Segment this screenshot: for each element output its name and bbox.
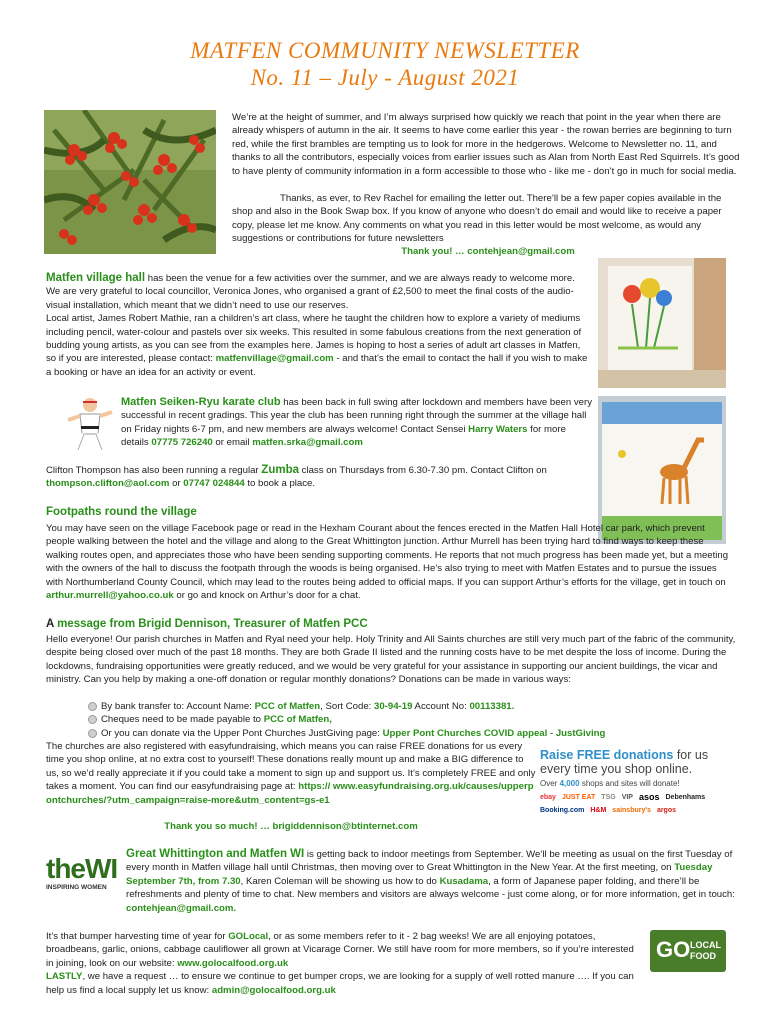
children-art-photo-flowers <box>598 258 726 388</box>
wi-date: Tuesday September 7th, from 7.30 <box>126 862 713 887</box>
pcc-heading: A message from Brigid Dennison, Treasurer of Matfen PCC <box>46 618 368 630</box>
footpaths-text: You may have seen on the village Facebook page or read in the Hexham Courant about the fences erected in the Matfen Hall Hotel car park, which prevent people walking between the hotel and the village and along to the Great Whittington junction. Arthur Murrell has been trying hard to find ways to keep these walking routes open, and appreciates those who have been sending supporting comments. He reports that not much progress has been made yet, but a meeting with the owners of the hall to discuss the footpath through the woods is being organised. He’s also trying to meet with Matfen Estates and to pursue the issues with Northumberland County Council, which may lead to the routes being added to official maps. If you can support Arthur’s efforts for the village, get in touch on arthur.murrell@yahoo.co.uk or go and knock on Arthur’s door for a chat. <box>46 523 729 602</box>
pcc-intro-text: Hello everyone! Our parish churches in Matfen and Ryal need your help. Holy Trinity and All Saints churches are still very much part of the fabric of the community, despite being closed over much of the past 18 months. They are both Grade II listed and the running costs have to be met despite the loss of income. During the lockdowns, fundraising opportunities were greatly reduced, and we would be very grateful for your assistance in supporting our ancient buildings, the vicar and ministry. Can you help by making a one-off donation or regular monthly donations? Donations can be made in various ways: <box>46 634 736 686</box>
donation-bank-transfer: By bank transfer to: Account Name: PCC of Matfen, Sort Code: 30-94-19 Account No: 00113381. <box>88 700 728 713</box>
zumba-email-link[interactable]: thompson.clifton@aol.com <box>46 478 170 490</box>
easyfundraising-link[interactable]: https:// www.easyfundraising.org.uk/causes/upperpontchurches/?utm_campaign=raise-more&utm_content=gs-e1 <box>46 781 534 806</box>
easyfundraising-advert: Raise FREE donations for us every time you shop online. Over 4,000 shops and sites will donate! ebay JUST EAT TSG VIP asos Debenhams Booking.com H&M sainsbury's argos <box>540 748 736 824</box>
pcc-thanks: Thank you so much! … brigiddennison@btinternet.com <box>164 821 418 832</box>
wi-email-link[interactable]: contehjean@gmail.com. <box>126 902 237 914</box>
zumba-section: Clifton Thompson has also been running a regular Zumba class on Thursdays from 6.30-7.30 pm. Contact Clifton on thompson.clifton@aol.com or 07747 024844 to book a place. <box>46 464 547 490</box>
zumba-word: Zumba <box>261 464 299 476</box>
village-hall-heading: Matfen village hall <box>46 272 146 284</box>
wi-section: Great Whittington and Matfen WI is getting back to indoor meetings from September. We’ll be meeting as usual on the first Tuesday of every month in Matfen village hall until Christmas, then moving over to Great Whittington in the New Year. At the first meeting, on Tuesday September 7th, from 7.30, Karen Coleman will be showing us how to do Kusadama, a form of Japanese paper folding, and there’ll be refreshments and plenty of time to chat. New members and visitors are always welcome - just come along, or for more information, get in touch: contehjean@gmail.com. <box>126 848 735 914</box>
justgiving-link[interactable]: Upper Pont Churches COVID appeal - JustGiving <box>382 727 606 739</box>
karate-heading: Matfen Seiken-Ryu karate club <box>121 396 281 408</box>
golocal-logo: GO LOCAL FOOD <box>650 930 726 972</box>
village-hall-email-link[interactable]: matfenvillage@gmail.com <box>215 353 334 365</box>
newsletter-issue: No. 11 – July - August 2021 <box>250 65 520 90</box>
karate-phone: 07775 726240 <box>151 437 213 449</box>
intro-paragraph: We’re at the height of summer, and I’m always surprised how quickly we reach that point in the year when there are already whispers of autumn in the air. It seems to have come earlier this year - the rowan berries are beginning to turn red, while the first brambles are tempting us to look for more in the hedgerows. Welcome to Newsletter no. 11, and thanks to all the contributors, especially voices from earlier issues such as Alan from North East Red Squirrels. It’s good to have plenty of community information in a form accessible to those who - like me - don’t go in much for social media. <box>232 112 740 177</box>
footpaths-heading: Footpaths round the village <box>46 506 197 518</box>
intro-thanks: Thank you! … contehjean@gmail.com <box>401 246 575 257</box>
zumba-phone: 07747 024844 <box>183 478 245 490</box>
karate-figure-image <box>66 396 114 452</box>
golocal-section: It’s that bumper harvesting time of year for GOLocal, or as some members refer to it - 2 bag weeks! We are all enjoying potatoes, broadbeans, garlic, onions, cabbage cauliflower all grown at Vicarage Corner. We still have room for more members, so if you’re interested in joining, look on our website: www.golocalfood.org.uk LASTLY, we have a request … to ensure we continue to get bumper crops, we are looking for a supply of well rotted manure …. If you can help us find a local supply let us know: admin@golocalfood.org.uk <box>46 931 634 996</box>
intro-paragraph-2: Thanks, as ever, to Rev Rachel for emailing the letter out. There’ll be a few paper copies available in the shop and also in the Book Swap box. If you know of anyone who doesn’t do email and would like to receive a paper copy, please let me know. Any comments on what you read in this letter would be most welcome, as would any suggestions or contributions for future newsletters <box>232 193 722 245</box>
karate-email-link[interactable]: matfen.srka@gmail.com <box>252 437 363 449</box>
village-hall-section <box>46 272 590 379</box>
brand-logos: ebay JUST EAT TSG VIP asos Debenhams Booking.com H&M sainsbury's argos <box>540 792 706 814</box>
newsletter-title: MATFEN COMMUNITY NEWSLETTER <box>190 38 580 63</box>
golocal-website-link[interactable]: www.golocalfood.org.uk <box>177 957 289 969</box>
karate-contact-name: Harry Waters <box>468 423 528 435</box>
donation-justgiving: Or you can donate via the Upper Pont Churches JustGiving page: Upper Pont Churches COVID appeal - JustGiving <box>88 727 728 740</box>
wi-heading: Great Whittington and Matfen WI <box>126 848 305 860</box>
footpaths-email-link[interactable]: arthur.murrell@yahoo.co.uk <box>46 590 174 602</box>
village-hall-text: has been the venue for a few activities over the summer, and we are always ready to welcome more. We are very grateful to local councillor, Veronica Jones, who organised a grant of £2,500 to meet the final costs of the audio-visual installation, which meant that we didn’t need to use our reserves. <box>46 273 575 311</box>
golocal-email-link[interactable]: admin@golocalfood.org.uk <box>211 984 336 996</box>
easyfundraising-text: The churches are also registered with easyfundraising, which means you can raise FREE donations for us every time you shop online, at no extra cost to yourself! These donations really mount up and make a BIG difference to us, so we’d really appreciate it if you could take a moment to sign up and support us. It’s completely FREE and only takes a moment. You can find our easyfundraising page at: https:// www.easyfundraising.org.uk/causes/upperpontchurches/?utm_campaign=raise-more&utm_content=gs-e1 <box>46 741 536 806</box>
karate-section: Matfen Seiken-Ryu karate club has been back in full swing after lockdown and members have been very successful in recent gradings. This year the club has been running right through the summer at the village hall on Friday nights 6-7 pm, and new members are always welcome! Contact Sensei Harry Waters for more details 07775 726240 or email matfen.srka@gmail.com <box>121 396 592 449</box>
golocal-name: GOLocal <box>228 931 269 942</box>
donation-cheques: Cheques need to be made payable to PCC of Matfen, <box>88 713 728 726</box>
donation-methods-list <box>88 700 728 740</box>
rowan-berries-photo <box>44 110 216 254</box>
wi-logo: theWI INSPIRING WOMEN <box>46 853 118 891</box>
village-hall-art-text: Local artist, James Robert Mathie, ran a children’s art class, where he taught the children how to explore a variety of mediums including pencil, water-colour and pastels over six weeks. This resulted in some fabulous creations from the next generation of budding young artists, as you can see from the examples here. James is hoping to host a series of adult art classes in Matfen, so if you are interested, please contact: matfenvillage@gmail.com - and that’s the email to contact the hall if you wish to make a booking or have an idea for an activity or event. <box>46 313 588 378</box>
